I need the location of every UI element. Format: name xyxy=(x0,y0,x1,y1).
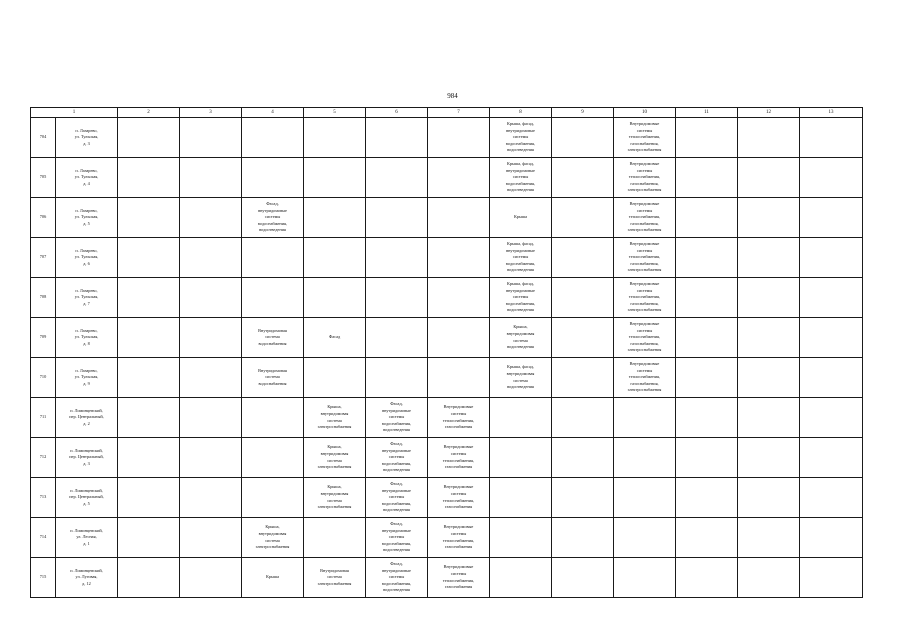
row-number-cell: 704 xyxy=(31,118,56,158)
table-cell xyxy=(676,518,738,558)
table-cell xyxy=(800,438,863,478)
address-cell: п. Ломинцевский, ул. Луговая, д. 12 xyxy=(56,558,118,598)
table-cell xyxy=(366,318,428,358)
table-cell xyxy=(242,158,304,198)
table-cell xyxy=(800,518,863,558)
table-cell: Внутридомовые системы теплоснабжения, газоснабжения, электроснабжения xyxy=(614,198,676,238)
header-row xyxy=(31,108,863,118)
table-cell xyxy=(428,318,490,358)
table-cell xyxy=(738,318,800,358)
table-cell: Крыша, внутридомовая система водоотведения xyxy=(490,318,552,358)
table-cell xyxy=(738,158,800,198)
table-cell xyxy=(738,278,800,318)
table-cell: Крыша, фасад, внутридомовые системы водоснабжения, водоотведения xyxy=(490,118,552,158)
table-cell xyxy=(614,558,676,598)
column-header: 7 xyxy=(428,108,490,118)
table-cell xyxy=(490,438,552,478)
table-cell xyxy=(180,278,242,318)
table-cell xyxy=(552,438,614,478)
table-cell xyxy=(738,118,800,158)
table-cell: Внутридомовые системы теплоснабжения, газоснабжения, электроснабжения xyxy=(614,318,676,358)
table-cell xyxy=(738,438,800,478)
table-cell xyxy=(118,438,180,478)
column-header: 2 xyxy=(118,108,180,118)
address-cell: п. Лазарево, ул. Тульская, д. 4 xyxy=(56,158,118,198)
table-cell: Крыша, фасад, внутридомовые системы водоснабжения, водоотведения xyxy=(490,278,552,318)
table-cell xyxy=(366,278,428,318)
table-cell xyxy=(738,398,800,438)
table-cell: Крыша, фасад, внутридомовые системы водоснабжения, водоотведения xyxy=(490,238,552,278)
table-cell xyxy=(614,478,676,518)
row-number-cell: 706 xyxy=(31,198,56,238)
table-cell xyxy=(366,198,428,238)
table-cell xyxy=(800,478,863,518)
table-cell: Внутридомовые системы теплоснабжения, газоснабжения xyxy=(428,438,490,478)
table-cell xyxy=(304,518,366,558)
table-row xyxy=(31,358,863,398)
table-row xyxy=(31,518,863,558)
column-header: 4 xyxy=(242,108,304,118)
table-cell xyxy=(738,358,800,398)
table-cell xyxy=(676,438,738,478)
table-cell xyxy=(800,558,863,598)
table-cell xyxy=(304,118,366,158)
row-number-cell: 710 xyxy=(31,358,56,398)
table-cell xyxy=(118,518,180,558)
table-cell xyxy=(242,238,304,278)
table-cell xyxy=(242,118,304,158)
table-cell xyxy=(118,238,180,278)
table-cell xyxy=(180,438,242,478)
table-cell xyxy=(118,158,180,198)
table-cell xyxy=(552,118,614,158)
table-cell: Внутридомовые системы теплоснабжения, газоснабжения, электроснабжения xyxy=(614,358,676,398)
table-row xyxy=(31,158,863,198)
table-cell: Внутридомовые системы теплоснабжения, газоснабжения, электроснабжения xyxy=(614,238,676,278)
column-header: 1 xyxy=(31,108,118,118)
table-cell xyxy=(738,198,800,238)
table-cell xyxy=(738,558,800,598)
table-row xyxy=(31,398,863,438)
table-cell xyxy=(180,198,242,238)
row-number-cell: 712 xyxy=(31,438,56,478)
table-cell xyxy=(242,478,304,518)
table-cell: Фасад, внутридомовые системы водоснабжения, водоотведения xyxy=(366,558,428,598)
table-cell: Фасад, внутридомовые системы водоснабжения, водоотведения xyxy=(242,198,304,238)
table-cell: Внутридомовые системы теплоснабжения, газоснабжения, электроснабжения xyxy=(614,118,676,158)
table-cell xyxy=(614,398,676,438)
table-cell xyxy=(118,358,180,398)
column-header: 3 xyxy=(180,108,242,118)
table-cell xyxy=(676,278,738,318)
table-cell xyxy=(676,318,738,358)
column-header: 13 xyxy=(800,108,863,118)
row-number-cell: 711 xyxy=(31,398,56,438)
table-cell xyxy=(552,518,614,558)
table-cell xyxy=(118,118,180,158)
table-cell xyxy=(118,478,180,518)
column-header: 9 xyxy=(552,108,614,118)
table-cell: Фасад, внутридомовые системы водоснабжения, водоотведения xyxy=(366,438,428,478)
table-cell xyxy=(552,238,614,278)
table-cell: Крыша, внутридомовая система электроснабжения xyxy=(304,438,366,478)
table-cell: Крыша, фасад, внутридомовая система водоотведения xyxy=(490,358,552,398)
table-cell xyxy=(800,118,863,158)
row-number-cell: 713 xyxy=(31,478,56,518)
table-cell xyxy=(676,358,738,398)
address-cell: п. Ломинцевский, пер. Центральный, д. 2 xyxy=(56,398,118,438)
table-cell xyxy=(180,518,242,558)
table-cell: Внутридомовые системы теплоснабжения, газоснабжения, электроснабжения xyxy=(614,278,676,318)
table-cell xyxy=(180,158,242,198)
address-cell: п. Лазарево, ул. Тульская, д. 3 xyxy=(56,118,118,158)
table-cell: Фасад, внутридомовые системы водоснабжения, водоотведения xyxy=(366,518,428,558)
table-cell: Крыша, фасад, внутридомовые системы водоснабжения, водоотведения xyxy=(490,158,552,198)
table-cell xyxy=(366,358,428,398)
table-cell xyxy=(490,558,552,598)
table-cell xyxy=(490,518,552,558)
table-cell xyxy=(304,238,366,278)
table-cell xyxy=(366,158,428,198)
table-row xyxy=(31,118,863,158)
table-cell xyxy=(800,278,863,318)
address-cell: п. Ломинцевский, пер. Центральный, д. 3 xyxy=(56,438,118,478)
column-header: 8 xyxy=(490,108,552,118)
table-row xyxy=(31,558,863,598)
row-number-cell: 705 xyxy=(31,158,56,198)
table-cell xyxy=(800,198,863,238)
table-cell xyxy=(738,238,800,278)
table-cell: Внутридомовые системы теплоснабжения, газоснабжения xyxy=(428,398,490,438)
address-cell: п. Лазарево, ул. Тульская, д. 6 xyxy=(56,238,118,278)
row-number-cell: 714 xyxy=(31,518,56,558)
table-cell xyxy=(614,438,676,478)
table-body xyxy=(31,108,863,598)
table-cell xyxy=(552,478,614,518)
table-cell xyxy=(428,278,490,318)
table-cell xyxy=(304,278,366,318)
row-number-cell: 708 xyxy=(31,278,56,318)
table-cell: Крыша, внутридомовая система электроснабжения xyxy=(304,398,366,438)
table-cell xyxy=(242,398,304,438)
column-header: 11 xyxy=(676,108,738,118)
table-cell xyxy=(676,478,738,518)
table-cell: Крыша, внутридомовая система электроснабжения xyxy=(242,518,304,558)
table-cell xyxy=(366,238,428,278)
table-cell: Внутридомовая система водоснабжения xyxy=(242,318,304,358)
table-cell xyxy=(800,318,863,358)
table-cell xyxy=(180,318,242,358)
table-cell xyxy=(304,158,366,198)
table-cell xyxy=(552,198,614,238)
table-cell xyxy=(676,118,738,158)
table-cell xyxy=(552,318,614,358)
table-cell xyxy=(676,238,738,278)
table-cell: Крыша xyxy=(490,198,552,238)
table-cell xyxy=(676,158,738,198)
table-cell xyxy=(118,198,180,238)
table-cell xyxy=(552,358,614,398)
table-cell xyxy=(552,558,614,598)
table-cell xyxy=(242,278,304,318)
table-cell xyxy=(118,558,180,598)
table-cell xyxy=(800,358,863,398)
table-cell xyxy=(428,198,490,238)
table-cell xyxy=(490,398,552,438)
table-cell xyxy=(490,478,552,518)
table-cell xyxy=(676,198,738,238)
table-cell xyxy=(118,398,180,438)
table-cell xyxy=(552,158,614,198)
table-row xyxy=(31,238,863,278)
page-number: 984 xyxy=(447,92,458,100)
table-cell: Крыша, внутридомовая система электроснабжения xyxy=(304,478,366,518)
table-cell: Внутридомовые системы теплоснабжения, газоснабжения xyxy=(428,518,490,558)
table-cell xyxy=(800,158,863,198)
table-cell xyxy=(304,198,366,238)
table-cell xyxy=(180,358,242,398)
address-cell: п. Лазарево, ул. Тульская, д. 9 xyxy=(56,358,118,398)
table-cell xyxy=(800,398,863,438)
address-cell: п. Лазарево, ул. Тульская, д. 7 xyxy=(56,278,118,318)
table-row xyxy=(31,478,863,518)
table-row xyxy=(31,198,863,238)
table-cell xyxy=(118,318,180,358)
table-cell xyxy=(676,558,738,598)
table-cell: Фасад, внутридомовые системы водоснабжения, водоотведения xyxy=(366,478,428,518)
table-cell xyxy=(428,238,490,278)
table-cell xyxy=(428,158,490,198)
table-cell xyxy=(800,238,863,278)
table-cell xyxy=(180,118,242,158)
address-cell: п. Лазарево, ул. Тульская, д. 8 xyxy=(56,318,118,358)
table-cell: Внутридомовые системы теплоснабжения, газоснабжения xyxy=(428,478,490,518)
table-cell: Внутридомовая система электроснабжения xyxy=(304,558,366,598)
table-cell xyxy=(180,558,242,598)
table-cell xyxy=(428,358,490,398)
row-number-cell: 707 xyxy=(31,238,56,278)
table-cell xyxy=(552,398,614,438)
table-cell xyxy=(304,358,366,398)
column-header: 12 xyxy=(738,108,800,118)
table-cell: Фасад, внутридомовые системы водоснабжения, водоотведения xyxy=(366,398,428,438)
table-cell xyxy=(552,278,614,318)
row-number-cell: 715 xyxy=(31,558,56,598)
table-cell xyxy=(428,118,490,158)
column-header: 5 xyxy=(304,108,366,118)
table-cell xyxy=(738,478,800,518)
table-cell: Фасад xyxy=(304,318,366,358)
table-row xyxy=(31,438,863,478)
table-cell xyxy=(180,478,242,518)
table-cell xyxy=(738,518,800,558)
table-cell: Внутридомовые системы теплоснабжения, газоснабжения xyxy=(428,558,490,598)
table-cell: Внутридомовые системы теплоснабжения, газоснабжения, электроснабжения xyxy=(614,158,676,198)
column-header: 10 xyxy=(614,108,676,118)
table-cell xyxy=(676,398,738,438)
address-cell: п. Лазарево, ул. Тульская, д. 5 xyxy=(56,198,118,238)
address-cell: п. Ломинцевский, ул. Лесная, д. 1 xyxy=(56,518,118,558)
table-cell xyxy=(614,518,676,558)
repair-schedule-table xyxy=(30,107,863,598)
table-cell xyxy=(118,278,180,318)
table-cell: Крыша xyxy=(242,558,304,598)
table-row xyxy=(31,278,863,318)
table-cell xyxy=(366,118,428,158)
address-cell: п. Ломинцевский, пер. Центральный, д. 5 xyxy=(56,478,118,518)
row-number-cell: 709 xyxy=(31,318,56,358)
column-header: 6 xyxy=(366,108,428,118)
table-cell xyxy=(242,438,304,478)
table-cell xyxy=(180,398,242,438)
table-cell: Внутридомовая система водоснабжения xyxy=(242,358,304,398)
table-cell xyxy=(180,238,242,278)
table-row xyxy=(31,318,863,358)
